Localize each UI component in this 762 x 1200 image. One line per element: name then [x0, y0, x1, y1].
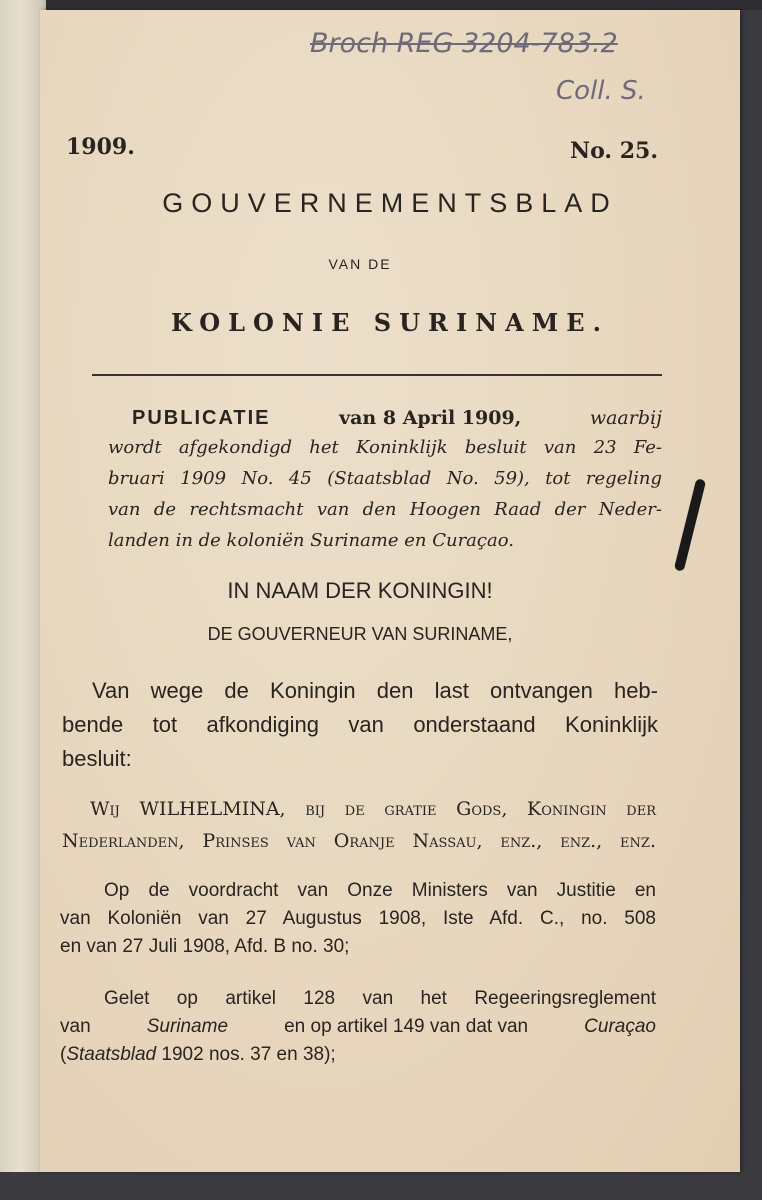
- ink-mark: [674, 478, 706, 572]
- heading-gouverneur: DE GOUVERNEUR VAN SURINAME,: [207, 624, 513, 644]
- body-wij-line2: Nederlanden, Prinses van Oranje Nassau, enz., enz., enz.: [62, 830, 656, 852]
- body-para3-nos: 1902 nos. 37 en 38);: [161, 1044, 336, 1065]
- body-para1-line3: besluit:: [62, 746, 132, 771]
- publication-waarbij: waarbij: [589, 407, 662, 429]
- publication-line-3: bruari 1909 No. 45 (Staatsblad No. 59), tot regeling: [108, 468, 662, 489]
- body-para3-line2: [60, 1016, 656, 1038]
- header-divider: [92, 374, 662, 376]
- publication-date: van 8 April 1909,: [339, 407, 522, 429]
- publication-line-1: [132, 407, 662, 430]
- body-para3-staatsblad: Staatsblad: [66, 1044, 157, 1065]
- body-para3-line3: [60, 1044, 336, 1066]
- body-para3-van: van: [60, 1016, 91, 1037]
- body-para3-paren: (: [60, 1044, 67, 1065]
- body-para1-line1: Van wege de Koningin den last ontvangen heb-: [92, 678, 658, 703]
- body-para2-line2: van Koloniën van 27 Augustus 1908, Iste Afd. C., no. 508: [60, 908, 656, 929]
- body-para3-suriname: Suriname: [146, 1016, 229, 1037]
- scan-edge-top: [0, 0, 762, 10]
- colony-title: KOLONIE SURINAME.: [171, 308, 609, 337]
- header-number: No. 25.: [570, 138, 658, 164]
- heading-in-naam: IN NAAM DER KONINGIN!: [227, 578, 493, 603]
- publication-line-2: wordt afgekondigd het Koninklijk besluit van 23 Fe-: [108, 437, 662, 458]
- publication-line-5: landen in de koloniën Suriname en Curaçao.: [108, 530, 514, 551]
- header-van-de: VAN DE: [328, 256, 392, 272]
- scan-edge-bottom: [0, 1172, 762, 1200]
- publication-lead: PUBLICATIE: [132, 407, 271, 429]
- document-title: GOUVERNEMENTSBLAD: [162, 188, 618, 218]
- body-para2-line3: en van 27 Juli 1908, Afd. B no. 30;: [60, 936, 350, 957]
- body-para3-middle: en op artikel 149 van dat van: [284, 1016, 529, 1037]
- publication-line-4: van de rechtsmacht van den Hoogen Raad der Neder-: [108, 499, 662, 520]
- handwritten-collection: Coll. S.: [556, 76, 646, 106]
- body-para2-line1: Op de voordracht van Onze Ministers van Justitie en: [104, 880, 656, 901]
- body-para3-curacao: Curaçao: [584, 1016, 656, 1037]
- handwritten-call-number: Broch REG 3204-783.2: [310, 28, 618, 59]
- body-wij-line1: Wij WILHELMINA, bij de gratie Gods, Koningin der: [90, 798, 656, 820]
- body-para1-line2: bende tot afkondiging van onderstaand Koninklijk: [62, 712, 658, 737]
- body-para3-line1: Gelet op artikel 128 van het Regeeringsreglement: [104, 988, 656, 1009]
- header-year: 1909.: [66, 134, 135, 160]
- document-page: [40, 10, 740, 1172]
